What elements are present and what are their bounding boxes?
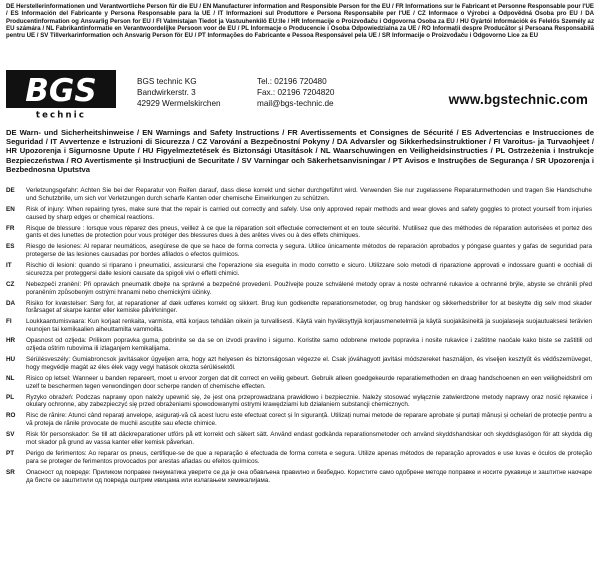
warning-text: Sérülésveszély: Gumiabroncsok javításakor ügyeljen arra, hogy azt helyesen és biztonságosan végezze el. Csak jóváhagyott javítási módszereket használjon, és viseljen kesztyűt és védőszemüveget, hogy megvédje magát az éles élek vagy vegyi hatások okozta sérülésektől. — [26, 356, 592, 371]
warning-text: Risc de rănire: Atunci când reparați anvelope, asigurați-vă că acest lucru este efectuat corect și în siguranță. Utilizați numai metode de reparare aprobate și purtați mănuși și ochelari de protecție pentru a vă proteja de rănile provocate de muchii ascuțite sau efecte chimice. — [26, 412, 592, 428]
warning-text: Risico op letsel: Wanneer u banden repareert, moet u ervoor zorgen dat dit correct en veilig gebeurt. Gebruik alleen goedgekeurde reparatiemethoden en draag handschoenen en een veiligheidsbril om uzelf te beschermen tegen verwondingen door scherpe randen of chemische effecten. — [26, 374, 592, 390]
warning-text: Opasnost od ozljeda: Prilikom popravka guma, pobrinite se da se on izvodi pravilno i sigurno. Koristite samo odobrene metode popravka i nosite rukavice i zaštitne naočale kako biste se zaštitili od ozljeda oštrim rubovima ili izlaganjem kemikalijama. — [26, 337, 592, 353]
warning-text: Nebezpečí zranění: Při opravách pneumatik dbejte na správné a bezpečné provedení. Používejte pouze schválené metody oprav a noste ochranné rukavice a ochranné brýle, abyste se chránili před poraněním způsobeným ostrými hranami nebo chemickými účinky. — [26, 280, 592, 296]
logo-letters: BGS — [25, 73, 97, 109]
language-code: EN — [6, 205, 15, 213]
warning-entry — [6, 262, 594, 278]
language-code: HR — [6, 337, 16, 345]
warning-entry — [6, 469, 594, 485]
company-block — [6, 70, 594, 122]
language-code: FI — [6, 318, 12, 326]
company-website: www.bgstechnic.com — [448, 92, 588, 107]
company-mail: mail@bgs-technic.de — [257, 99, 334, 108]
warning-entry — [6, 431, 594, 447]
warning-text: Risque de blessure : lorsque vous réparez des pneus, veillez à ce que la réparation soit effectuée correctement et en toute sécurité. N'utilisez que des méthodes de réparation autorisées et portez des gants et des lunettes de protection pour vous protéger des blessures dues à des arêtes vives ou à des effets chimiques. — [26, 224, 592, 240]
warning-text: Loukkaantumisvaara: Kun korjaat renkaita, varmista, että korjaus tehdään oikein ja turvallisesti. Käytä vain hyväksyttyjä korjausmenetelmiä ja käytä suojakäsineitä ja suojalaseja suojautuaksesi terävien reunojen tai kemikaalien aiheuttamilta vammoilta. — [26, 318, 592, 334]
warning-entry — [6, 187, 594, 203]
language-code: SV — [6, 431, 15, 439]
company-tel: Tel.: 02196 720480 — [257, 77, 327, 86]
company-fax: Fax.: 02196 7204820 — [257, 88, 335, 97]
warning-text: Riesgo de lesiones: Al reparar neumáticos, asegúrese de que se hace de forma correcta y segura. Utilice únicamente métodos de reparación aprobados y póngase guantes y gafas de seguridad para protegerse de las lesiones causadas por bordes afilados o efectos químicos. — [26, 243, 592, 259]
warning-entry — [6, 375, 594, 391]
language-code: ES — [6, 243, 15, 251]
warning-entry — [6, 281, 594, 297]
warning-entry — [6, 225, 594, 241]
language-code: FR — [6, 224, 15, 232]
language-code: IT — [6, 262, 12, 270]
warning-entry — [6, 412, 594, 428]
language-code: PL — [6, 393, 15, 401]
warning-entry — [6, 450, 594, 466]
warning-entry — [6, 300, 594, 316]
warning-entry — [6, 243, 594, 259]
company-name: BGS technic KG — [137, 77, 197, 86]
language-code: NL — [6, 374, 15, 382]
logo-subtext: technic — [35, 110, 87, 120]
warning-text: Verletzungsgefahr: Achten Sie bei der Reparatur von Reifen darauf, dass diese korrekt und sicher durchgeführt wird. Verwenden Sie nur zugelassene Reparaturmethoden und tragen Sie Handschuhe und Schutzbrille, um sich vor Verletzungen durch scharfe Kanten oder chemische Einwirkungen zu schützen. — [26, 187, 592, 202]
warning-text: Ryzyko obrażeń: Podczas naprawy opon należy upewnić się, że jest ona przeprowadzana prawidłowo i bezpiecznie. Należy stosować wyłącznie zatwierdzone metody naprawy oraz nosić rękawice i okulary ochronne, aby zabezpieczyć się przed obrażeniami spowodowanymi ostrymi krawędziami lub działaniem substancji chemicznych. — [26, 393, 592, 409]
warning-text: Perigo de ferimentos: Ao reparar os pneus, certifique-se de que a reparação é efectuada de forma correta e segura. Utilize apenas métodos de reparação aprovados e use luvas e óculos de proteção para se proteger de ferimentos provocados por arestas afiadas ou efeitos químicos. — [26, 449, 592, 465]
warning-entry — [6, 394, 594, 410]
warning-entry — [6, 206, 594, 222]
warning-text: Risk of injury: When repairing tyres, make sure that the repair is carried out correctly and safely. Use only approved repair methods and wear gloves and safety goggles to protect yourself from injuries caused by sharp edges or chemical reactions. — [26, 205, 592, 221]
company-street: Bandwirkerstr. 3 — [137, 88, 196, 97]
language-code: DA — [6, 299, 16, 307]
warnings-heading: DE Warn- und Sicherheitshinweise / EN Warnings and Safety Instructions / FR Avertissements et Consignes de Sécurité / ES Advertencias e Instrucciones de Seguridad / IT Avvertenze e Istruzioni di Sicurezza / CZ Varování a Bezpečnostní Pokyny / DA Advarsler og Sikkerhedsinstruktioner / FI Varoitus- ja Turvaohjeet / HR Upozorenja i Sigurnosne Upute / HU Figyelmeztetések és Biztonsági Utasítások / NL Waarschuwingen en Veiligheidsinstructies / PL Ostrzeżenia i Instrukcje Bezpieczeństwa / RO Avertismente și Instrucțiuni de Securitate / SV Varningar och Säkerhetsanvisningar / PT Avisos e Instruções de Segurança / SR Upozorenja i Bezbednosna Uputstva — [6, 128, 594, 174]
language-code: SR — [6, 468, 15, 476]
language-code: DE — [6, 187, 15, 194]
warning-entry — [6, 318, 594, 334]
manufacturer-info-heading: DE Herstellerinformationen und Verantwortliche Person für die EU / EN Manufacturer information and Responsible Person for the EU / FR Informations sur le Fabricant et Personne Responsable pour l'UE / ES Información del Fabricante y Persona Responsable para la UE / IT Informazioni sul Produttore e Persona Responsabile per l'UE / CZ Informace o Výrobci a Odpovědná Osoba pro EU / DA Producentinformation og Ansvarlig Person for EU / FI Valmistajan Tiedot ja Vastuuhenkilö EU:lle / HR Informacije o Proizvođaču i Odgovorna Osoba za EU / HU Gyártói Információk és Felelős Személy az EU számára / NL Fabrikantinformatie en Verantwoordelijke Persoon voor de EU / PL Informacje o Producencie i Osoba Odpowiedzialna za UE / RO Informații despre Producător și Persoana Responsabilă pentru UE / SV Tillverkarinformation och Ansvarig Person för EU / PT Informações do Fabricante e Pessoa Responsável pela UE / SR Informacije o Proizvođaču i Odgovorno Lice za EU — [6, 3, 594, 40]
bgs-logo — [6, 70, 116, 120]
warning-text: Risk för personskador: Se till att däckreparationer utförs på ett korrekt och säkert sätt. Använd endast godkända reparationsmetoder och använd skyddshandskar och skyddsglasögon för att skydda dig mot skador på grund av vassa kanter eller kemisk påverkan. — [26, 431, 592, 446]
warning-entry — [6, 356, 594, 372]
warning-text: Опасност од повреде: Приликом поправке пнеуматика уверите се да је она обављена правилно и безбедно. Користите само одобрене методе поправке и носите рукавице и заштитне наочаре да бисте се заштитили од повреда оштрим ивицама или излагањем хемикалијама. — [26, 468, 592, 484]
warning-text: Rischio di lesioni: quando si riparano i pneumatici, assicurarsi che l'operazione sia eseguita in modo corretto e sicuro. Utilizzare solo metodi di riparazione approvati e indossare guanti e occhiali di sicurezza per proteggersi dalle lesioni causate da spigoli vivi o effetti chimici. — [26, 262, 592, 277]
language-code: HU — [6, 356, 16, 364]
language-code: CZ — [6, 280, 15, 288]
company-city: 42929 Wermelskirchen — [137, 99, 221, 108]
warning-entries — [6, 187, 594, 488]
company-contact — [257, 76, 334, 109]
warning-entry — [6, 337, 594, 353]
warning-text: Risiko for kvæstelser: Sørg for, at reparationer af dæk udføres korrekt og sikkert. Brug kun godkendte reparationsmetoder, og brug handsker og sikkerhedsbriller for at beskytte dig selv mod skader forårsaget af skarpe kanter eller kemiske påvirkninger. — [26, 299, 592, 315]
language-code: RO — [6, 412, 16, 420]
company-address — [137, 76, 221, 109]
language-code: PT — [6, 449, 15, 457]
